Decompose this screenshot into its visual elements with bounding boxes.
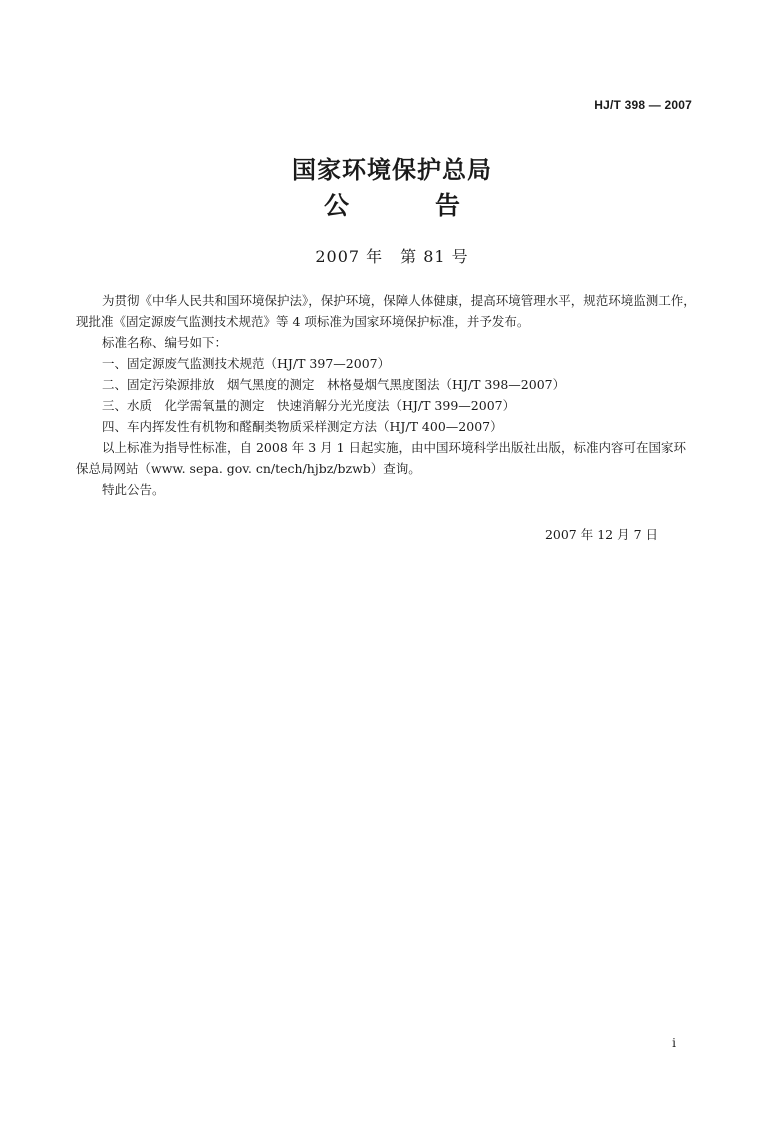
standard-item-1: 一、固定源废气监测技术规范（HJ/T 397—2007） [102, 356, 391, 371]
closing-line: 特此公告。 [102, 482, 165, 497]
standard-item-3: 三、水质 化学需氧量的测定 快速消解分光光度法（HJ/T 399—2007） [102, 398, 516, 413]
document-type-title: 公告 [323, 191, 546, 220]
list-intro: 标准名称、编号如下： [102, 335, 228, 350]
standard-item-4: 四、车内挥发性有机物和醛酮类物质采样测定方法（HJ/T 400—2007） [102, 419, 503, 434]
standard-item-2: 二、固定污染源排放 烟气黑度的测定 林格曼烟气黑度图法（HJ/T 398—2007） [102, 377, 566, 392]
announcement-number: 2007 年 第 81 号 [315, 247, 469, 266]
page-number: i [672, 1036, 676, 1050]
body-paragraph-implementation: 以上标准为指导性标准，自 2008 年 3 月 1 日起实施，由中国环境科学出版社出版，标准内容可在国家环保总局网站（www. sepa. gov. cn/tech/hjbz/bzwb）查询。 [76, 440, 687, 476]
agency-title: 国家环境保护总局 [292, 156, 492, 184]
body-paragraph-intro: 为贯彻《中华人民共和国环境保护法》，保护环境，保障人体健康，提高环境管理水平，规范环境监测工作，现批准《固定源废气监测技术规范》等 4 项标准为国家环境保护标准，并予发布。 [76, 293, 696, 329]
standard-code: HJ/T 398 — 2007 [594, 98, 692, 112]
issue-date: 2007 年 12 月 7 日 [544, 527, 658, 542]
announcement-body [76, 290, 696, 500]
